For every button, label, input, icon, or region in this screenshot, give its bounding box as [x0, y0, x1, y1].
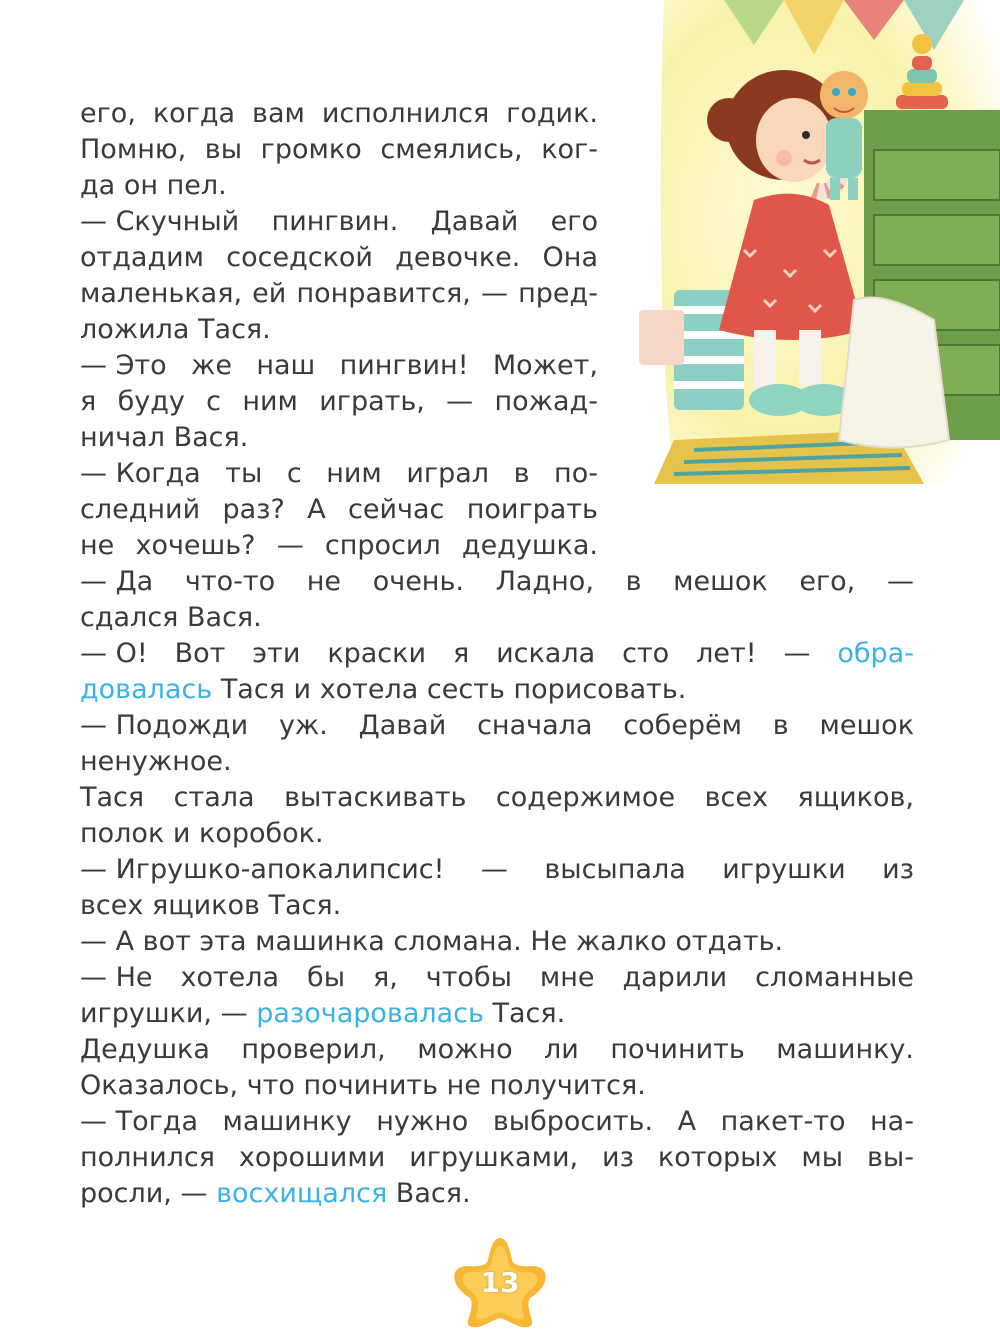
word: бы [307, 962, 346, 993]
text-line [80, 564, 914, 600]
word: — Не [80, 962, 153, 993]
word: поиграть [466, 494, 598, 525]
word: машинка [255, 926, 385, 957]
word: уж. [278, 710, 328, 741]
word: полок [80, 818, 165, 849]
word: игрушками, [409, 1142, 579, 1173]
word: нужно [376, 1106, 469, 1137]
text-line [80, 1140, 914, 1176]
word: с [206, 386, 222, 417]
word: — Скучный [80, 206, 240, 237]
word: можно [417, 1034, 513, 1065]
word: Дедушка [80, 1034, 210, 1065]
text-line [80, 1032, 914, 1068]
text-line [80, 744, 232, 780]
text-line [80, 816, 324, 852]
word: пел. [166, 170, 227, 201]
word: отдадим [80, 242, 205, 273]
word: я, [372, 962, 398, 993]
word: и [172, 818, 191, 849]
word: пингвин. [271, 206, 399, 237]
word: раз? [222, 494, 285, 525]
text-line [80, 348, 598, 384]
text-line [80, 168, 227, 204]
word: Помню, [80, 134, 187, 165]
word: из [602, 1142, 634, 1173]
word: в [625, 566, 642, 597]
word: пингвин! [339, 350, 469, 381]
word: починить [303, 1070, 439, 1101]
word: — Это [80, 350, 167, 381]
word: А [307, 494, 326, 525]
word: — [480, 854, 508, 885]
word: росли, [80, 1178, 172, 1209]
word: жалко [575, 926, 667, 957]
word: Тася [220, 674, 285, 705]
word: ящиков, [797, 782, 914, 813]
text-line [80, 132, 598, 168]
word: Она [542, 242, 598, 273]
word: А [677, 1106, 697, 1137]
word: — [446, 386, 474, 417]
word: дарили [622, 962, 728, 993]
word: — Подожди [80, 710, 249, 741]
word: сейчас [348, 494, 445, 525]
word: Тася. [268, 890, 342, 921]
text-line [80, 456, 598, 492]
word: мы [801, 1142, 844, 1173]
text-line [80, 528, 598, 564]
word: — [220, 998, 248, 1029]
text-line [80, 960, 914, 996]
word: сдался [80, 602, 179, 633]
word: — Да [80, 566, 154, 597]
word: содержимое [495, 782, 676, 813]
word: в [513, 458, 530, 489]
word: его, [80, 98, 136, 129]
word: вы [204, 134, 243, 165]
word: Тася. [492, 998, 566, 1029]
word: маленькая, [80, 278, 243, 309]
word: ей [252, 278, 287, 309]
word: девочке. [395, 242, 521, 273]
text-line [80, 276, 598, 312]
word: ним [326, 458, 382, 489]
word: порисовать. [513, 674, 687, 705]
word: Давай [430, 206, 519, 237]
text-line [80, 492, 598, 528]
text-line [80, 996, 565, 1032]
word: ним [242, 386, 298, 417]
word: сломанные [755, 962, 914, 993]
word: Тася. [198, 314, 271, 345]
word: ли [544, 1034, 579, 1065]
text-line [80, 852, 914, 888]
word: выбросить. [492, 1106, 654, 1137]
word: дедушка. [461, 530, 598, 561]
word: хочешь? [135, 530, 256, 561]
word: ящиков [151, 890, 260, 921]
word: — О! [80, 638, 148, 669]
word: краски [327, 638, 427, 669]
word: хотела [319, 674, 419, 705]
word: всех [80, 890, 144, 921]
word: Тася [80, 782, 145, 813]
word: Вася. [173, 422, 249, 453]
word: — [481, 278, 508, 309]
word: исполнился [321, 98, 490, 129]
word: — [783, 638, 811, 669]
word: чтобы [425, 962, 512, 993]
word: сначала [477, 710, 593, 741]
girl-with-doll-illustration [634, 0, 1000, 484]
word: — [276, 530, 304, 561]
word: мне [539, 962, 595, 993]
word: не [446, 1070, 481, 1101]
word: проверил, [241, 1034, 386, 1065]
word: очень. [372, 566, 464, 597]
word: сто [622, 638, 670, 669]
text-line [80, 96, 598, 132]
word: полнился [80, 1142, 215, 1173]
word: лет! [696, 638, 757, 669]
word: Не [530, 926, 568, 957]
word: по- [554, 458, 598, 489]
text-line [80, 204, 598, 240]
word: вы- [866, 1142, 914, 1173]
page-number: 13 [480, 1265, 520, 1299]
word: Вот [174, 638, 226, 669]
word: что [246, 1070, 295, 1101]
word: — А [80, 926, 135, 957]
word: стала [173, 782, 255, 813]
word: играл [406, 458, 490, 489]
word: соберём [623, 710, 742, 741]
word: не [80, 530, 115, 561]
word: на- [870, 1106, 914, 1137]
word: когда [152, 98, 236, 129]
highlighted-word: довалась [80, 674, 213, 705]
text-line [80, 780, 914, 816]
word: получится. [489, 1070, 646, 1101]
highlighted-word: разочаровалась [256, 998, 484, 1029]
word: вам [252, 98, 305, 129]
word: ничал [80, 422, 165, 453]
word: пакет-то [720, 1106, 846, 1137]
word: в [772, 710, 789, 741]
word: спросил [324, 530, 441, 561]
word: Вася. [187, 602, 262, 633]
word: годик. [506, 98, 598, 129]
word: — [180, 1178, 208, 1209]
word: Давай [358, 710, 447, 741]
word: коробок. [199, 818, 324, 849]
word: эти [252, 638, 301, 669]
word: ложила [80, 314, 190, 345]
word: всех [704, 782, 768, 813]
text-line [80, 384, 598, 420]
word: понравится, [296, 278, 471, 309]
highlighted-word: обра- [837, 638, 914, 669]
word: игрушки [722, 854, 846, 885]
text-line [80, 1068, 646, 1104]
word: же [191, 350, 232, 381]
word: которых [657, 1142, 778, 1173]
text-line [80, 636, 914, 672]
page-number-badge [448, 1232, 552, 1332]
word: ты [225, 458, 263, 489]
text-line [80, 924, 783, 960]
word: Оказалось, [80, 1070, 239, 1101]
word: я [80, 386, 97, 417]
word: что-то [184, 566, 276, 597]
word: игрушки, [80, 998, 212, 1029]
word: — [886, 566, 914, 597]
word: Ладно, [495, 566, 594, 597]
word: наш [256, 350, 316, 381]
word: я [452, 638, 470, 669]
word: играть, [319, 386, 425, 417]
word: мешок [673, 566, 768, 597]
word: высыпала [544, 854, 686, 885]
text-line [80, 708, 914, 744]
word: — Игрушко-апокалипсис! [80, 854, 445, 885]
word: хорошими [238, 1142, 386, 1173]
word: вытаскивать [284, 782, 467, 813]
word: буду [117, 386, 185, 417]
text-line [80, 888, 341, 924]
word: сесть [426, 674, 505, 705]
word: пред- [518, 278, 598, 309]
word: из [882, 854, 914, 885]
text-line [80, 1176, 471, 1212]
word: машинку [222, 1106, 352, 1137]
word: ненужное. [80, 746, 232, 777]
word: — Когда [80, 458, 201, 489]
word: мешок [819, 710, 914, 741]
word: Может, [492, 350, 598, 381]
word: вот [142, 926, 191, 957]
text-line [80, 240, 598, 276]
word: починить [610, 1034, 745, 1065]
word: машинку. [776, 1034, 914, 1065]
text-line [80, 672, 686, 708]
word: хотела [180, 962, 280, 993]
word: не [306, 566, 342, 597]
word: отдать. [675, 926, 784, 957]
text-line [80, 420, 248, 456]
word: да [80, 170, 116, 201]
word: искала [496, 638, 596, 669]
word: его [550, 206, 598, 237]
text-line [80, 600, 262, 636]
word: — Тогда [80, 1106, 198, 1137]
word: он [123, 170, 158, 201]
word: смеялись, [380, 134, 523, 165]
highlighted-word: восхищался [216, 1178, 388, 1209]
text-line [80, 312, 271, 348]
word: соседской [226, 242, 373, 273]
word: пожад- [494, 386, 598, 417]
word: Вася. [395, 1178, 471, 1209]
word: громко [260, 134, 362, 165]
word: сломана. [393, 926, 522, 957]
word: и [293, 674, 312, 705]
word: эта [199, 926, 247, 957]
word: его, [799, 566, 856, 597]
word: следний [80, 494, 201, 525]
text-line [80, 1104, 914, 1140]
word: с [286, 458, 302, 489]
illustration-art [634, 0, 1000, 484]
word: ког- [541, 134, 598, 165]
